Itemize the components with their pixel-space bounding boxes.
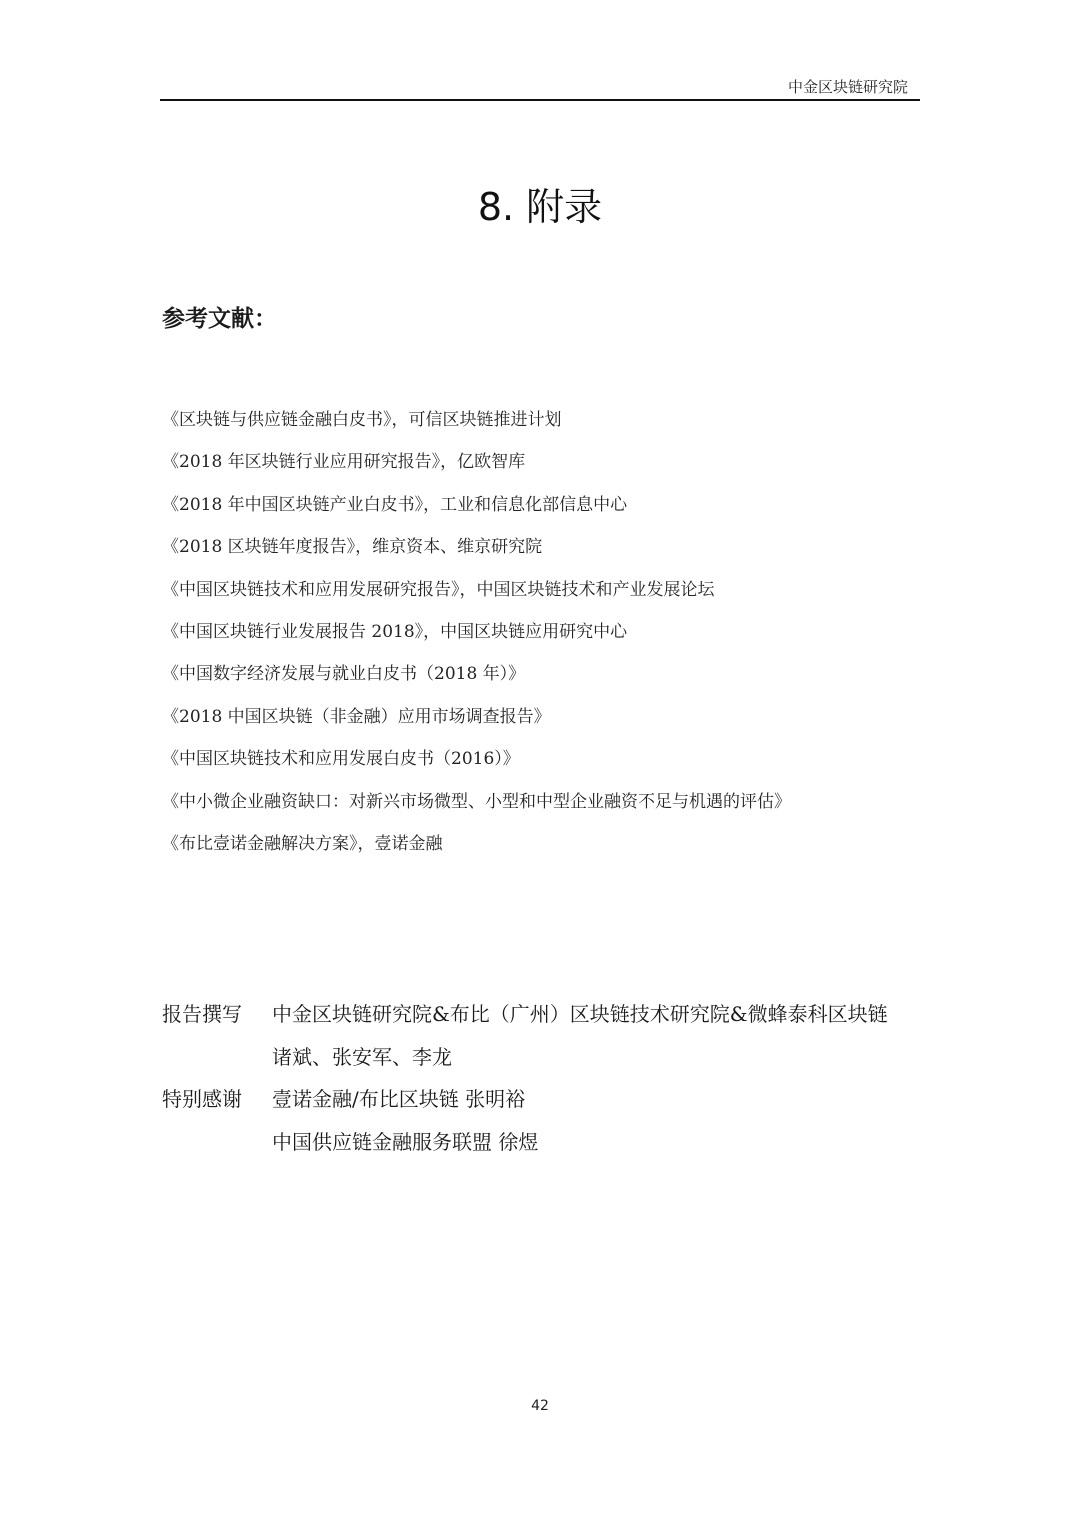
authors-label: 报告撰写 [162, 1002, 242, 1026]
running-header: 中金区块链研究院 [787, 78, 908, 96]
reference-item: 《中国数字经济发展与就业白皮书（2018 年）》 [162, 664, 526, 685]
thanks-label: 特别感谢 [162, 1087, 242, 1111]
page-number: 42 [531, 1398, 549, 1414]
authors-names: 诸斌、张安军、李龙 [272, 1044, 452, 1069]
credits-block [162, 997, 888, 1167]
reference-item: 《2018 年区块链行业应用研究报告》，亿欧智库 [162, 452, 526, 473]
reference-item: 《2018 中国区块链（非金融）应用市场调查报告》 [162, 706, 551, 727]
reference-item: 《中国区块链行业发展报告 2018》，中国区块链应用研究中心 [162, 621, 628, 642]
thanks-row-2 [162, 1125, 888, 1168]
reference-item: 《区块链与供应链金融白皮书》，可信区块链推进计划 [162, 410, 562, 430]
header-divider [160, 99, 920, 101]
authors-names-row [162, 1040, 888, 1083]
spacer [162, 1125, 272, 1168]
page-title: 8. 附录 [477, 185, 603, 229]
reference-list [162, 406, 791, 872]
thanks-row [162, 1082, 888, 1125]
reference-item: 《中小微企业融资缺口：对新兴市场微型、小型和中型企业融资不足与机遇的评估》 [162, 791, 791, 812]
reference-item: 《布比壹诺金融解决方案》，壹诺金融 [162, 833, 443, 854]
authors-row [162, 997, 888, 1040]
thanks-first: 壹诺金融/布比区块链 张明裕 [272, 1087, 526, 1111]
reference-item: 《中国区块链技术和应用发展白皮书（2016）》 [162, 749, 520, 770]
reference-item: 《中国区块链技术和应用发展研究报告》，中国区块链技术和产业发展论坛 [162, 579, 715, 600]
references-heading: 参考文献： [162, 306, 277, 332]
reference-item: 《2018 区块链年度报告》，维京资本、维京研究院 [162, 537, 543, 558]
authors-org: 中金区块链研究院&布比（广州）区块链技术研究院&微蜂泰科区块链 [272, 1002, 888, 1026]
spacer [162, 1040, 272, 1083]
thanks-second: 中国供应链金融服务联盟 徐煜 [272, 1129, 539, 1154]
reference-item: 《2018 年中国区块链产业白皮书》，工业和信息化部信息中心 [162, 494, 628, 515]
